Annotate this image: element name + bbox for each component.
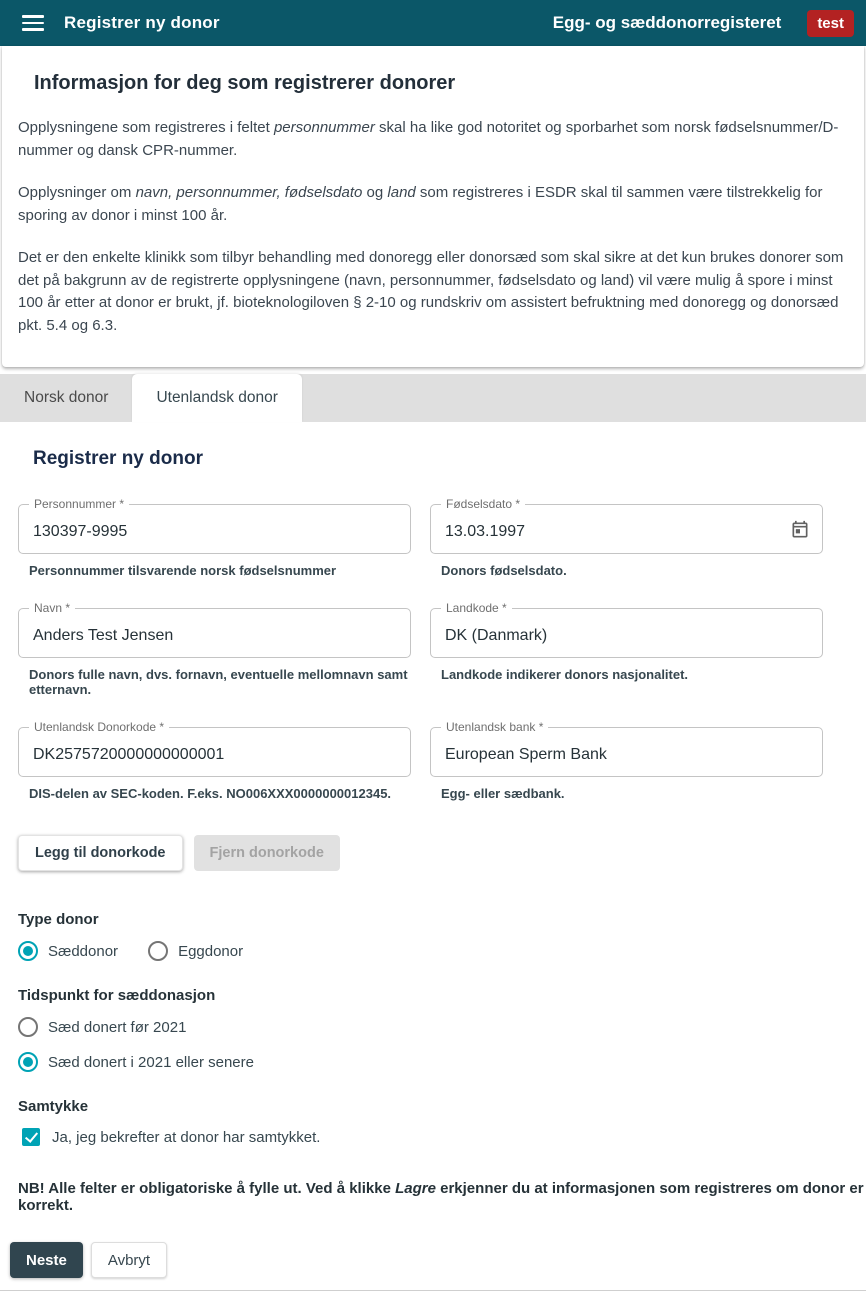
samtykke-group	[0, 1098, 866, 1146]
tidspunkt-label: Tidspunkt for sæddonasjon	[18, 987, 216, 1004]
landkode-helper: Landkode indikerer donors nasjonalitet.	[441, 667, 689, 682]
page-title: Registrer ny donor	[64, 13, 220, 32]
landkode-label: Landkode *	[441, 602, 512, 615]
tidspunkt-group	[0, 987, 866, 1072]
app-name: Egg- og sæddonorregisteret	[552, 13, 782, 32]
radio-saeddonor[interactable]: Sæddonor	[18, 941, 118, 961]
donorkode-label: Utenlandsk Donorkode *	[29, 721, 169, 734]
info-paragraph-3: Det er den enkelte klinikk som tilbyr behandling med donoregg eller donorsæd som skal sikre at det kun brukes donorer som det på bakgrunn av de registrerte opplysningene (navn, personnummer, fødselsdato og land) vil være mulig å spore i minst 100 år etter at donor er brukt, jf. bioteknologiloven § 2-10 og rundskriv om assistert befruktning med donoregg og donorsæd pkt. 5.4 og 6.3.	[18, 249, 844, 334]
hamburger-menu-icon[interactable]	[22, 15, 44, 31]
donorkode-input[interactable]	[19, 728, 410, 776]
field-navn	[18, 601, 411, 697]
info-paragraph-2: Opplysninger om navn, personnummer, fødselsdato og land som registreres i ESDR skal til sammen være tilstrekkelig for sporing av donor i minst 100 år.	[18, 184, 823, 224]
radio-saed-for-2021[interactable]: Sæd donert før 2021	[18, 1017, 866, 1037]
tab-norsk-donor[interactable]: Norsk donor	[24, 389, 109, 406]
bank-input[interactable]	[431, 728, 822, 776]
neste-button[interactable]: Neste	[10, 1242, 83, 1278]
info-paragraph-1: Opplysningene som registreres i feltet personnummer skal ha like god notoritet og sporbarhet som norsk fødselsnummer/D-nummer og dansk CPR-nummer.	[18, 119, 839, 159]
tab-utenlandsk-donor[interactable]: Utenlandsk donor	[132, 374, 302, 422]
samtykke-checkbox[interactable]: Ja, jeg bekrefter at donor har samtykket.	[22, 1128, 866, 1146]
bank-label: Utenlandsk bank *	[441, 721, 548, 734]
nb-note: NB! Alle felter er obligatoriske å fylle ut. Ved å klikke Lagre erkjenner du at informasjonen som registreres om donor er korrekt.	[18, 1180, 864, 1214]
calendar-icon[interactable]	[788, 518, 812, 542]
radio-unchecked-icon	[18, 1017, 38, 1037]
bank-helper: Egg- eller sædbank.	[441, 786, 565, 801]
type-donor-group	[0, 911, 866, 961]
info-card	[2, 46, 864, 367]
samtykke-label: Samtykke	[18, 1098, 89, 1115]
navn-helper: Donors fulle navn, dvs. fornavn, eventuelle mellomnavn samt etternavn.	[29, 667, 408, 697]
radio-unchecked-icon	[148, 941, 168, 961]
personnummer-input[interactable]	[19, 505, 410, 553]
landkode-input[interactable]	[431, 609, 822, 657]
personnummer-helper: Personnummer tilsvarende norsk fødselsnummer	[29, 563, 337, 578]
radio-saed-i-2021[interactable]: Sæd donert i 2021 eller senere	[18, 1052, 866, 1072]
field-personnummer	[18, 497, 411, 578]
form-title: Registrer ny donor	[33, 448, 203, 469]
fodselsdato-input[interactable]	[431, 505, 822, 553]
register-donor-form	[0, 422, 866, 1291]
app-header	[0, 0, 866, 46]
remove-donorcode-button[interactable]: Fjern donorkode	[194, 835, 340, 871]
type-donor-label: Type donor	[18, 911, 99, 928]
env-badge: test	[807, 10, 854, 37]
navn-label: Navn *	[29, 602, 75, 615]
radio-checked-icon	[18, 1052, 38, 1072]
fodselsdato-label: Fødselsdato *	[441, 498, 525, 511]
navn-input[interactable]	[19, 609, 410, 657]
info-card-title: Informasjon for deg som registrerer donorer	[34, 72, 456, 94]
avbryt-button[interactable]: Avbryt	[91, 1242, 167, 1278]
personnummer-label: Personnummer *	[29, 498, 129, 511]
field-fodselsdato	[430, 497, 823, 578]
checkbox-checked-icon	[22, 1128, 40, 1146]
field-landkode	[430, 601, 823, 697]
add-donorcode-button[interactable]: Legg til donorkode	[18, 835, 183, 871]
radio-checked-icon	[18, 941, 38, 961]
field-utenlandsk-donorkode	[18, 720, 411, 801]
donorkode-helper: DIS-delen av SEC-koden. F.eks. NO006XXX0000000012345.	[29, 786, 392, 801]
fodselsdato-helper: Donors fødselsdato.	[441, 563, 567, 578]
field-utenlandsk-bank	[430, 720, 823, 801]
radio-eggdonor[interactable]: Eggdonor	[148, 941, 243, 961]
donor-type-tabs	[0, 374, 866, 422]
